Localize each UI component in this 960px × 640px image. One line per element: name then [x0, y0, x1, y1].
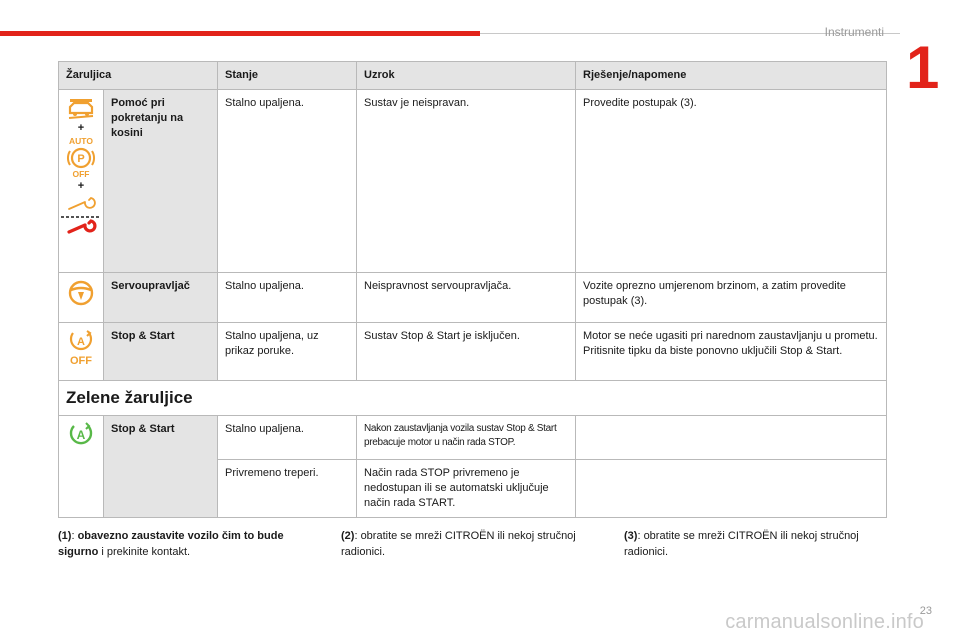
stop-start-on-solution-2: [576, 460, 887, 518]
footnote-1-bold: obavezno zaustavite vozilo čim to bude sigurno: [58, 530, 284, 558]
hill-assist-cause: Sustav je neispravan.: [357, 90, 576, 273]
header-state: Stanje: [218, 62, 357, 90]
stop-start-off-icon-cell: [59, 323, 104, 381]
warning-lamps-table: [58, 61, 887, 518]
steering-name: Servoupravljač: [104, 273, 218, 323]
footnote-3: [624, 528, 864, 560]
table-row: [59, 323, 887, 381]
footnote-2-ref: (2): [341, 530, 355, 542]
steering-wheel-icon: [66, 279, 96, 307]
cause-text: Nakon zaustavljanja vozila sustav Stop & Start prebacuje motor u način rada STOP.: [364, 423, 557, 448]
watermark: carmanualsonline.info: [725, 611, 924, 633]
stop-start-off-state: Stalno upaljena, uz prikaz poruke.: [218, 323, 357, 381]
footnote-3-ref: (3): [624, 530, 638, 542]
table-header-row: [59, 62, 887, 90]
table-row: [59, 90, 887, 273]
footnote-1: (1): obavezno zaustavite vozilo čim to bude sigurno i prekinite kontakt.: [58, 530, 284, 558]
service-wrench-icons: [61, 194, 101, 238]
footnote-2-text: : obratite se mreži CITROËN ili nekoj stručnoj radionici.: [341, 530, 576, 558]
steering-state: Stalno upaljena.: [218, 273, 357, 323]
stop-start-off-solution: [576, 323, 887, 381]
steering-icon-cell: [59, 273, 104, 323]
solution-line-2: Pritisnite tipku da biste ponovno uključili Stop & Start.: [583, 345, 843, 357]
off-label: OFF: [70, 355, 92, 365]
stop-start-off-name: Stop & Start: [104, 323, 218, 381]
steering-cause: Neispravnost servoupravljača.: [357, 273, 576, 323]
header-lamp: Žaruljica: [59, 62, 218, 90]
plus-sign: +: [77, 180, 85, 192]
stop-start-green-icon: [66, 422, 96, 448]
hill-assist-name: Pomoć pri pokretanju na kosini: [104, 90, 218, 273]
p-label: P: [77, 153, 85, 165]
stop-start-on-solution-1: [576, 416, 887, 460]
hill-assist-icons: [59, 90, 104, 273]
footnote-1-ref: (1): [58, 530, 72, 542]
header-cause: Uzrok: [357, 62, 576, 90]
hill-assist-car-icon: [66, 96, 96, 120]
stop-start-on-icon-cell: [59, 416, 104, 518]
table-subheading-row: [59, 381, 887, 416]
hill-assist-state: Stalno upaljena.: [218, 90, 357, 273]
hill-assist-solution: Provedite postupak (3).: [576, 90, 887, 273]
stop-start-off-icon: [64, 329, 98, 365]
stop-start-off-cause: Sustav Stop & Start je isključen.: [357, 323, 576, 381]
page-number: 23: [919, 605, 932, 617]
stop-start-on-name: Stop & Start: [104, 416, 218, 518]
header-solution: Rješenje/napomene: [576, 62, 887, 90]
steering-solution: Vozite oprezno umjerenom brzinom, a zatim provedite postupak (3).: [576, 273, 887, 323]
auto-park-brake-off-icon: [64, 136, 98, 178]
table-row: [59, 416, 887, 460]
auto-label: AUTO: [69, 136, 93, 146]
table-row: [59, 273, 887, 323]
section-title: Instrumenti: [824, 25, 884, 39]
stop-start-on-cause-1: [357, 416, 576, 460]
stop-start-on-state-1: Stalno upaljena.: [218, 416, 357, 460]
chapter-number: 1: [906, 34, 940, 101]
off-label: OFF: [72, 169, 90, 178]
header-red-bar: [0, 31, 480, 36]
plus-sign: +: [77, 122, 85, 134]
stop-start-on-state-2: Privremeno treperi.: [218, 460, 357, 518]
footnote-1-text: i prekinite kontakt.: [101, 546, 191, 558]
footnote-3-text: : obratite se mreži CITROËN ili nekoj stručnoj radionici.: [624, 530, 859, 558]
green-lamps-heading: Zelene žaruljice: [59, 381, 887, 416]
footnote-2: [341, 528, 581, 560]
stop-start-on-cause-2: Način rada STOP privremeno je nedostupan ili se automatski uključuje način rada START.: [357, 460, 576, 518]
solution-line-1: Motor se neće ugasiti pri narednom zaustavljanju u prometu.: [583, 330, 878, 342]
a-label: A: [77, 336, 85, 348]
a-label: A: [76, 428, 86, 442]
